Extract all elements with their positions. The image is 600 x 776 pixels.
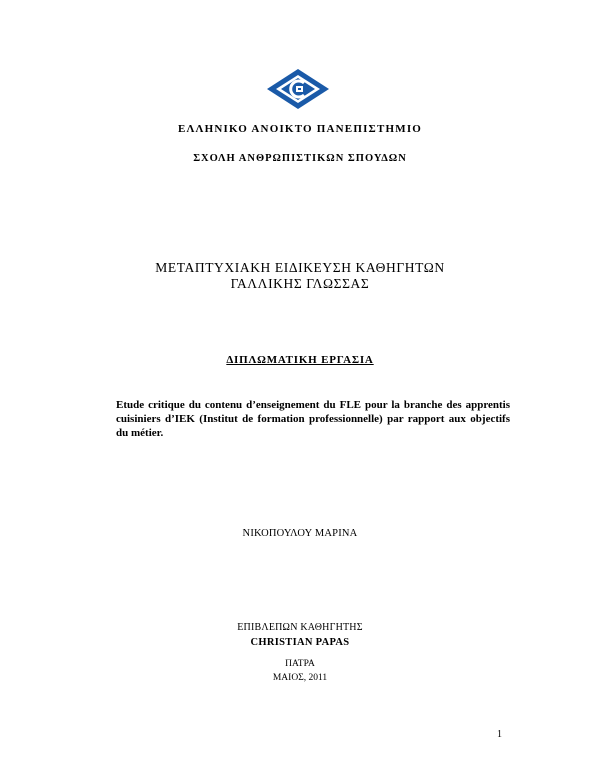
thesis-label: ΔΙΠΛΩΜΑΤΙΚΗ ΕΡΓΑΣΙΑ (226, 354, 374, 366)
thesis-title-line-2: cuisiniers d’IEK (Institut de formation professionnelle) par rapport aux objectifs (116, 413, 510, 425)
thesis-title-line-1: Etude critique du contenu d’enseignement du FLE pour la branche des apprentis (116, 399, 510, 411)
program-title-line-2: ΓΑΛΛΙΚΗΣ ΓΛΩΣΣΑΣ (230, 276, 370, 291)
school-name: ΣΧΟΛΗ ΑΝΘΡΩΠΙΣΤΙΚΩΝ ΣΠΟΥΔΩΝ (193, 153, 407, 164)
supervisor-label: ΕΠΙΒΛΕΠΩΝ ΚΑΘΗΓΗΤΗΣ (237, 622, 363, 633)
university-name: ΕΛΛΗΝΙΚΟ ΑΝΟΙΚΤΟ ΠΑΝΕΠΙΣΤΗΜΙΟ (177, 123, 423, 135)
supervisor-name: CHRISTIAN PAPAS (250, 637, 350, 648)
thesis-title (116, 398, 510, 440)
page-number: 1 (497, 729, 502, 740)
city: ΠΑΤΡΑ (285, 659, 315, 669)
university-logo-icon (266, 68, 330, 110)
program-title (0, 260, 600, 292)
author-name: ΝΙΚΟΠΟΥΛΟΥ ΜΑΡΙΝΑ (242, 528, 358, 539)
thesis-title-line-3: du métier. (116, 427, 164, 439)
program-title-line-1: ΜΕΤΑΠΤΥΧΙΑΚΗ ΕΙΔΙΚΕΥΣΗ ΚΑΘΗΓΗΤΩΝ (155, 260, 445, 275)
date: ΜΑΙΟΣ, 2011 (272, 673, 328, 683)
